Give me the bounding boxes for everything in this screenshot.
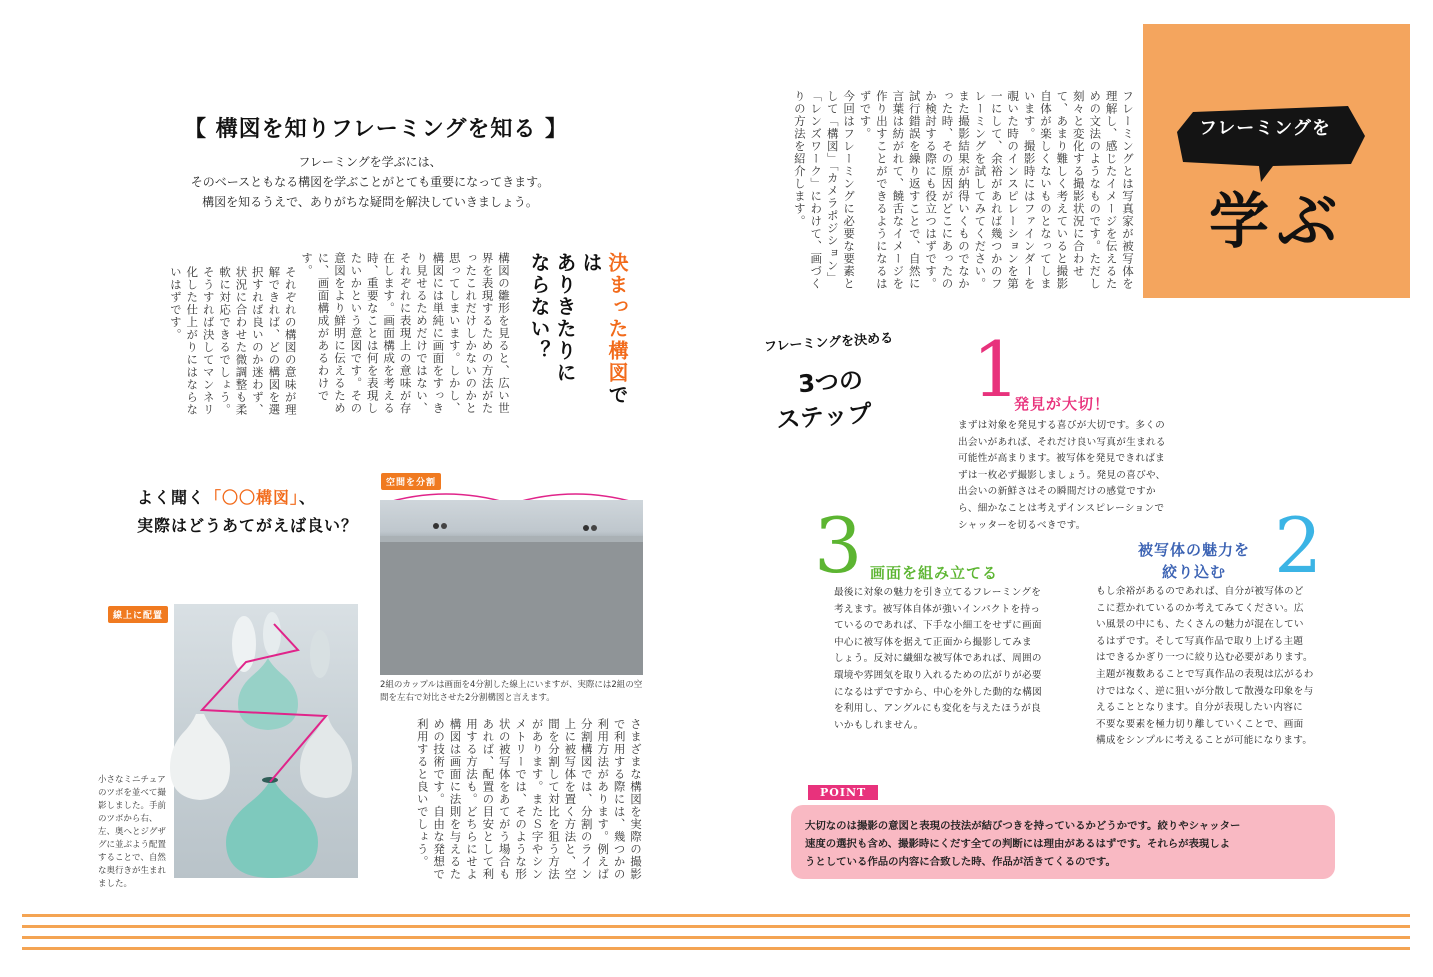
body-paragraph: 今回はフレーミングに必要な要素として「構図」「カメラポジション」「レンズワーク」にわけて、画づくりの方法を紹介します。 bbox=[792, 90, 857, 290]
title-big: 学ぶ bbox=[1209, 187, 1345, 257]
q1-orange: 決まった構図 bbox=[605, 252, 629, 384]
point-label: POINT bbox=[808, 785, 878, 800]
question1-body bbox=[168, 252, 512, 422]
step1-body bbox=[958, 418, 1166, 534]
step3-title: 画面を組み立てる bbox=[870, 564, 999, 582]
step2-title-line2: 絞り込む bbox=[1162, 563, 1227, 581]
step-line: を利用し、アングルにも変化を与えたほうが良 bbox=[834, 703, 1041, 715]
q2-post: 、 bbox=[299, 488, 317, 507]
q1-line2: ありきたりに bbox=[553, 252, 577, 384]
step-line: もし余裕があるのであれば、自分が被写体のど bbox=[1096, 586, 1304, 597]
step-line: 不要な要素を極力切り離していくことで、画面 bbox=[1096, 718, 1304, 730]
q1-line3: ならない？ bbox=[527, 252, 551, 362]
point-box bbox=[791, 805, 1335, 879]
body-paragraph: フレーミングとは写真家が被写体を理解し、感じたイメージを伝えるための文法のようなものです。ただし刻々と変化する撮影状況に合わせて、あまり難しく考えていると撮影自体が楽しくないものとなってしまいます。撮影時にはファインダーを覗いた時のインスピレーションを第一にして、余裕があれば幾つかのフレーミングを試してみてください。 bbox=[973, 90, 1135, 290]
step-line: まずは対象を発見する喜びが大切です。多くの bbox=[958, 420, 1165, 431]
steps-title-line3: ステップ bbox=[775, 399, 873, 435]
step-line: 中心に被写体を据えて正面から撮影してみま bbox=[834, 636, 1032, 648]
step-line: しょう。反対に繊細な被写体であれば、周囲の bbox=[834, 653, 1042, 665]
step-line: シャッターを切るべきです。 bbox=[958, 519, 1086, 531]
step2-title bbox=[1138, 539, 1250, 583]
intro-body bbox=[766, 90, 1136, 300]
decor-stripe bbox=[22, 914, 1410, 917]
body-paragraph: それぞれの構図の意味が理解できれば、どの構図を選択すれば良いのか迷わず、状況に合わせた微調整も柔軟に対応できるでしょう。そうすれば決してマンネリ化した仕上がりにはならないはずです。 bbox=[168, 266, 298, 416]
step-line: 可能性が高まります。被写体を発見できればま bbox=[958, 453, 1165, 465]
step-line: けではなく、逆に狙いが分散して散漫な印象を与 bbox=[1096, 685, 1314, 697]
point-line: うとしている作品の内容に合致した時、作品が活きてくるのです。 bbox=[805, 856, 1116, 868]
caption-bottles: 小さなミニチュアのツボを並べて撮影しました。手前のツボから右、左、奥へとジグザグに並ぶよう配置することで、自然な奥行きが生まれました。 bbox=[98, 775, 167, 889]
steps-title-line2: 3つの bbox=[797, 365, 864, 399]
step-line: 考えます。被写体自体が強いインパクトを持っ bbox=[834, 603, 1041, 615]
step-line: 出会いがあれば、それだけ良い写真が生まれる bbox=[958, 436, 1166, 448]
q1-line1 bbox=[579, 252, 629, 406]
step-line: ずは一枚必ず撮影しましょう。発見の喜びや、 bbox=[958, 469, 1166, 481]
beach-illustration bbox=[380, 500, 643, 675]
step-line: 出会いの新鮮さはその瞬間だけの感覚ですか bbox=[958, 486, 1156, 498]
step-line: えることとなります。自分が表現したい内容に bbox=[1096, 702, 1303, 714]
section-header: 【 構図を知りフレーミングを知る 】 bbox=[184, 117, 568, 142]
question1-heading bbox=[526, 252, 630, 422]
question2-body bbox=[382, 718, 644, 882]
q1-black: では bbox=[579, 252, 629, 406]
step-line: 主題が複数あることで写真作品の表現は広がるわ bbox=[1096, 668, 1314, 680]
body-paragraph: 構図の雛形を見ると、広い世界を表現するための方法がたったこれだけしかないのかと思ってしまいます。しかし、構図には単純に画面をすっきり見せるためだけではない、それぞれに表現上の意味が存在します。画面構成を考える時、重要なことは何を表現したいかという意図です。その意図をより鮮明に伝えるために、画面構成があるわけです。 bbox=[300, 252, 511, 415]
step-line: 環境や雰囲気を取り入れるための広がりが必要 bbox=[834, 669, 1042, 681]
q2-line2: 実際はどうあてがえば良い？ bbox=[137, 516, 359, 535]
step-line: はできるかぎり一つに絞り込む必要があります。 bbox=[1096, 652, 1313, 664]
point-line: 速度の選択も含め、撮影時にくだす全ての判断には理由があるはずです。それらが表現しよ bbox=[805, 838, 1231, 850]
step2-number: 2 bbox=[1274, 501, 1323, 590]
caption-beach: 2組のカップルは画面を4分割した線上にいますが、実際には2組の空間を左右で対比させた2分割構図と言えます。 bbox=[380, 680, 643, 703]
tag-line-placement: 線上に配置 bbox=[108, 606, 168, 623]
step1-number: 1 bbox=[972, 325, 1021, 414]
decor-stripe bbox=[22, 947, 1410, 950]
q2-orange: 「〇〇構図」 bbox=[205, 488, 300, 507]
step-line: 最後に対象の魅力を引き立てるフレーミングを bbox=[834, 587, 1042, 598]
step-line: ているのであれば、下手な小細工をせずに画面 bbox=[834, 620, 1042, 632]
bottles-illustration bbox=[174, 604, 358, 878]
decor-stripe bbox=[22, 936, 1410, 939]
steps-title-line1: フレーミングを決める bbox=[763, 330, 894, 355]
question2-heading bbox=[137, 484, 358, 540]
steps-title bbox=[763, 330, 894, 435]
point-text bbox=[805, 817, 1240, 871]
point-line: 大切なのは撮影の意図と表現の技法が結びつきを持っているかどうかです。絞りやシャッター bbox=[805, 820, 1241, 832]
decor-stripe bbox=[22, 925, 1410, 928]
q2-pre: よく聞く bbox=[137, 488, 206, 507]
body-paragraph: また撮影結果が納得いくものでなかった時、その原因がどこにあったのか検討する際にも役立つはずです。試行錯誤を繰り返すことで、自然に言葉は紡がれて、饒舌なイメージを作り出すことができるようになるはずです。 bbox=[858, 90, 971, 290]
lead-line: フレーミングを学ぶには、 bbox=[298, 155, 442, 169]
step3-number: 3 bbox=[814, 501, 863, 590]
step-line: るはずです。そして写真作品で取り上げる主題 bbox=[1096, 635, 1304, 647]
section-lead bbox=[150, 152, 590, 212]
lead-line: 構図を知るうえで、ありがちな疑問を解決していきましょう。 bbox=[202, 195, 538, 209]
title-small: フレーミングを bbox=[1199, 118, 1331, 139]
body-paragraph: さまざまな構図を実際の撮影で利用する際には、幾つかの利用方法があります。例えば分割構図では、分割のライン上に被写体を置く方法と、空間を分割して対比を狙う方法があります。またＳ字やシンメトリーでは、そのような形状の被写体をあてがう場合もあれば、配置の目安として利用する方法も。どちらにせよ構図は画面に法則を与えるための技術です。自由な発想で利用すると良いでしょう。 bbox=[415, 718, 643, 881]
step-line: いかもしれません。 bbox=[834, 719, 924, 731]
photo-bottles bbox=[174, 604, 358, 878]
step1-title: 発見が大切！ bbox=[1014, 395, 1111, 413]
step-line: こに惹かれているのか考えてみてください。広 bbox=[1096, 602, 1304, 614]
step3-body bbox=[834, 585, 1042, 734]
tag-space-split: 空間を分割 bbox=[381, 473, 441, 490]
step2-body bbox=[1096, 584, 1314, 750]
title-block bbox=[1143, 24, 1410, 298]
photo-beach bbox=[380, 500, 643, 675]
step-line: 構成をシンプルに考えることが可能になります。 bbox=[1096, 735, 1313, 747]
step-line: ら、細かなことは考えずインスピレーションで bbox=[958, 502, 1165, 514]
lead-line: そのベースともなる構図を学ぶことがとても重要になってきます。 bbox=[190, 175, 550, 189]
step-line: い風景の中にも、たくさんの魅力が混在してい bbox=[1096, 619, 1304, 631]
step-line: になるはずですから、中心を外した動的な構図 bbox=[834, 686, 1043, 698]
step2-title-line1: 被写体の魅力を bbox=[1138, 541, 1251, 559]
